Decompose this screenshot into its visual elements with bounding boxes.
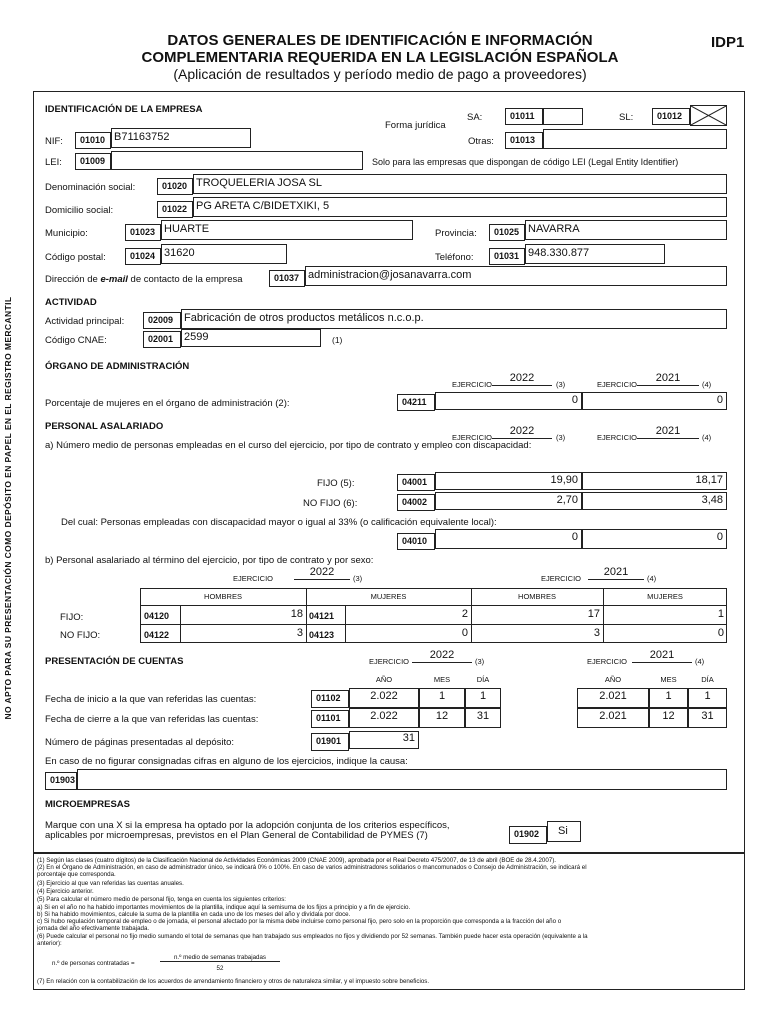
denominacion-label: Denominación social: <box>45 182 136 193</box>
email-code: 01037 <box>269 270 305 287</box>
form-subtitle: (Aplicación de resultados y período medio de pago a proveedores) <box>173 66 587 82</box>
otras-code: 01013 <box>505 132 543 149</box>
cierre-dia-1: 31 <box>476 710 490 722</box>
code-04121: 04121 <box>309 611 335 621</box>
sl-code: 01012 <box>652 108 690 125</box>
causa-label: En caso de no figurar consignadas cifras en alguno de los ejercicios, indique la causa: <box>45 756 408 767</box>
inicio-anio-1: 2.022 <box>370 690 398 702</box>
sa-code: 01011 <box>505 108 543 125</box>
inicio-code: 01102 <box>311 690 349 708</box>
formula-numerator: n.º medio de semanas trabajadas <box>160 954 280 962</box>
lei-note: Solo para las empresas que dispongan de código LEI (Legal Entity Identifier) <box>372 157 679 167</box>
email-label-post: de contacto de la empresa <box>127 274 243 285</box>
formula-denominator: 52 <box>216 965 224 972</box>
form-title <box>100 32 660 82</box>
micro-value: Si <box>558 825 568 837</box>
nofijo-label: NO FIJO (6): <box>303 498 358 509</box>
telefono-value: 948.330.877 <box>528 247 590 259</box>
organo-year1: 2022 <box>509 372 535 384</box>
personal-a-label: a) Número medio de personas empleadas en el curso del ejercicio, por tipo de contrato y empleo con discapacidad: <box>45 440 532 451</box>
causa-field[interactable] <box>77 769 727 790</box>
personal-note1: (3) <box>556 433 566 442</box>
nofijo-hombres-1[interactable]: 3 <box>296 627 303 639</box>
organo-heading: ÓRGANO DE ADMINISTRACIÓN <box>45 361 190 372</box>
denominacion-code: 01020 <box>157 178 193 195</box>
cierre-dia-2: 31 <box>701 710 714 722</box>
fijo-val1: 19,90 <box>550 474 578 486</box>
nofijo-mujeres-2[interactable]: 0 <box>717 627 724 639</box>
provincia-label: Provincia: <box>435 228 477 239</box>
cuentas-heading: PRESENTACIÓN DE CUENTAS <box>45 656 184 667</box>
actividad-heading: ACTIVIDAD <box>45 297 97 308</box>
porcentaje-val2: 0 <box>716 394 723 406</box>
code-04120: 04120 <box>144 611 170 621</box>
paginas-value: 31 <box>402 732 415 744</box>
cierre-anio-2: 2.021 <box>599 710 627 722</box>
inicio-dia-2: 1 <box>704 690 711 702</box>
cierre-label: Fecha de cierre a la que van referidas las cuentas: <box>45 714 259 725</box>
cuentas-ejercicio-label-2: EJERCICIO <box>587 657 628 666</box>
discapacidad-val2: 0 <box>716 531 723 543</box>
title-line-2: COMPLEMENTARIA REQUERIDA EN LA LEGISLACIÓN ESPAÑOLA <box>141 49 619 66</box>
cierre-anio-1: 2.022 <box>370 710 398 722</box>
footnote-7: (7) En relación con la contabilización de los acuerdos de arrendamiento financiero y otros de naturaleza similar, y el impuesto sobre beneficios. <box>37 978 430 985</box>
table-divider-h1 <box>140 605 727 606</box>
nofijo-b-label: NO FIJO: <box>60 630 101 641</box>
hombres-header-2: HOMBRES <box>518 592 556 601</box>
cp-code: 01024 <box>125 248 161 265</box>
footnote: (1) Según las clases (cuatro dígitos) de la Clasificación Nacional de Actividades Económicas 2009 (CNAE 2009), aprobada por el Real Decreto 475/2007, de 13 de abril (BOE de 28.4.2007). <box>37 857 557 864</box>
porcentaje-val1: 0 <box>571 394 578 406</box>
footnote: jornada del año efectivamente trabajada. <box>37 925 150 932</box>
discapacidad-label: Del cual: Personas empleadas con discapacidad mayor o igual al 33% (o calificación equivalente local): <box>61 517 497 528</box>
inicio-dia-1: 1 <box>479 690 487 702</box>
paginas-code: 01901 <box>311 733 349 751</box>
mes-header-2: MES <box>660 675 677 684</box>
domicilio-value: PG ARETA C/BIDETXIKI, 5 <box>196 200 330 212</box>
cnae-code: 02001 <box>143 331 181 348</box>
footnote: b) Si ha habido movimientos, calcule la suma de la plantilla en cada uno de los meses del año y divídala por doce. <box>37 911 351 918</box>
municipio-label: Municipio: <box>45 228 88 239</box>
side-warning-text: NO APTO PARA SU PRESENTACIÓN COMO DEPÓSITO EN PAPEL EN EL REGISTRO MERCANTIL <box>3 296 13 720</box>
micro-text-1: Marque con una X si la empresa ha optado por la adopción conjunta de los criterios específicos, <box>45 820 450 831</box>
footnote: (2) En el Órgano de Administración, en caso de administrador único, se indicará 0% o 100%. En caso de varios administradores solidarios o mancomunados o Consejo de Administración, se indicará el <box>37 864 587 871</box>
footnote: (6) Puede calcular el personal no fijo medio sumando el total de semanas que han trabajado sus empleados no fijos y dividiendo por 52 semanas. También puede hacer esta operación (equivalente a la <box>37 933 588 940</box>
lei-field[interactable] <box>111 151 363 170</box>
cnae-value: 2599 <box>184 331 209 343</box>
cuentas-note1: (3) <box>475 657 485 666</box>
fijo-code: 04001 <box>397 474 435 491</box>
formula-lhs: n.º de personas contratadas = <box>52 960 135 967</box>
anio-header-1: AÑO <box>375 675 393 684</box>
domicilio-code: 01022 <box>157 201 193 218</box>
mujeres-header-1: MUJERES <box>370 592 407 601</box>
micro-code: 01902 <box>509 826 547 844</box>
personal-b-year1: 2022 <box>309 566 335 578</box>
personal-year2: 2021 <box>655 425 681 437</box>
dia-header-2: DÍA <box>701 675 714 684</box>
provincia-code: 01025 <box>489 224 525 241</box>
sa-label: SA: <box>467 112 483 123</box>
email-label-pre: Dirección de <box>45 274 101 285</box>
discapacidad-val1: 0 <box>571 531 578 543</box>
cuentas-year2: 2021 <box>649 649 675 661</box>
email-label-em: e-mail <box>100 274 128 285</box>
provincia-value: NAVARRA <box>528 223 580 235</box>
nif-label: NIF: <box>45 136 63 147</box>
nofijo-val2: 3,48 <box>701 494 723 506</box>
lei-code: 01009 <box>75 153 111 170</box>
dia-header-1: DÍA <box>476 675 490 684</box>
paginas-label: Número de páginas presentadas al depósito: <box>45 737 235 748</box>
personal-b-label: b) Personal asalariado al término del ejercicio, por tipo de contrato y por sexo: <box>45 555 374 566</box>
forma-juridica-label: Forma jurídica <box>385 120 446 131</box>
footnote: c) Si hubo regulación temporal de empleo o de jornada, el personal afectado por la misma debe incluirse como personal fijo, pero solo en la proporción que corresponda a la fracción del año o <box>37 918 562 925</box>
footnote: porcentaje que corresponda. <box>37 871 116 878</box>
organo-note2: (4) <box>702 380 712 389</box>
cuentas-note2: (4) <box>695 657 705 666</box>
nofijo-val1: 2,70 <box>556 494 578 506</box>
personal-heading: PERSONAL ASALARIADO <box>45 421 164 432</box>
sl-label: SL: <box>619 112 634 123</box>
porcentaje-code: 04211 <box>397 394 435 411</box>
title-line-1: DATOS GENERALES DE IDENTIFICACIÓN E INFORMACIÓN <box>167 32 593 49</box>
personal-b-note1: (3) <box>353 574 363 583</box>
organo-year2: 2021 <box>655 372 681 384</box>
inicio-label: Fecha de inicio a la que van referidas las cuentas: <box>45 694 257 705</box>
hombres-header-1: HOMBRES <box>204 592 242 601</box>
fijo-hombres-1[interactable]: 18 <box>290 608 303 620</box>
footnote: anterior): <box>37 940 62 947</box>
code-04123: 04123 <box>309 630 335 640</box>
actividad-principal-code: 02009 <box>143 312 181 329</box>
personal-year1: 2022 <box>509 425 535 437</box>
nofijo-hombres-2[interactable]: 3 <box>593 627 600 639</box>
fijo-mujeres-1[interactable]: 2 <box>461 608 468 620</box>
cnae-label: Código CNAE: <box>45 335 107 346</box>
anio-header-2: AÑO <box>604 675 622 684</box>
denominacion-value: TROQUELERIA JOSA SL <box>196 177 322 189</box>
nif-value: B71163752 <box>114 131 170 143</box>
personal-b-ejercicio-label-2: EJERCICIO <box>541 574 582 583</box>
cuentas-year1: 2022 <box>429 649 455 661</box>
table-divider-h2 <box>140 624 727 625</box>
sa-checkbox[interactable] <box>543 108 583 125</box>
personal-ejercicio-label-2: EJERCICIO <box>597 433 638 442</box>
inicio-mes-2: 1 <box>665 690 672 702</box>
email-label <box>45 274 243 285</box>
personal-b-year2: 2021 <box>603 566 629 578</box>
mujeres-header-2: MUJERES <box>647 592 683 601</box>
cierre-mes-1: 12 <box>435 710 449 722</box>
footnote: a) Si en el año no ha habido importantes movimientos de la plantilla, indique aquí la semisuma de los fijos a principio y a fin de ejercicio. <box>37 904 411 911</box>
identificacion-heading: IDENTIFICACIÓN DE LA EMPRESA <box>45 104 203 115</box>
cp-label: Código postal: <box>45 252 106 263</box>
organo-ejercicio-label-2: EJERCICIO <box>597 380 638 389</box>
actividad-principal-label: Actividad principal: <box>45 316 125 327</box>
personal-note2: (4) <box>702 433 712 442</box>
x-mark-icon <box>691 106 726 125</box>
footnote: (3) Ejercicio al que van referidas las cuentas anuales. <box>37 880 184 887</box>
otras-label: Otras: <box>468 136 494 147</box>
footnote: (5) Para calcular el número medio de personal fijo, tenga en cuenta los siguientes criterios: <box>37 896 287 903</box>
inicio-mes-1: 1 <box>438 690 446 702</box>
cnae-note: (1) <box>332 335 343 345</box>
fijo-val2: 18,17 <box>695 474 723 486</box>
fijo-hombres-2[interactable]: 17 <box>587 608 600 620</box>
organo-ejercicio-label-1: EJERCICIO <box>452 380 493 389</box>
micro-heading: MICROEMPRESAS <box>45 799 130 810</box>
organo-note1: (3) <box>556 380 566 389</box>
code-04122: 04122 <box>144 630 170 640</box>
fijo-label: FIJO (5): <box>317 478 355 489</box>
otras-field[interactable] <box>543 129 727 149</box>
municipio-value: HUARTE <box>164 223 210 235</box>
discapacidad-code: 04010 <box>397 533 435 550</box>
mes-header-1: MES <box>433 675 451 684</box>
porcentaje-label: Porcentaje de mujeres en el órgano de administración (2): <box>45 398 290 409</box>
lei-label: LEI: <box>45 157 62 168</box>
telefono-code: 01031 <box>489 248 525 265</box>
causa-code: 01903 <box>45 772 77 790</box>
personal-b-ejercicio-label-1: EJERCICIO <box>233 574 274 583</box>
actividad-principal-value: Fabricación de otros productos metálicos n.c.o.p. <box>184 312 424 324</box>
personal-ejercicio-label-1: EJERCICIO <box>452 433 493 442</box>
fijo-mujeres-2[interactable]: 1 <box>717 608 724 620</box>
telefono-label: Teléfono: <box>435 252 474 263</box>
cp-value: 31620 <box>164 247 195 259</box>
inicio-anio-2: 2.021 <box>599 690 627 702</box>
email-value: administracion@josanavarra.com <box>308 269 472 281</box>
nofijo-mujeres-1[interactable]: 0 <box>461 627 468 639</box>
fijo-b-label: FIJO: <box>60 612 84 623</box>
form-code: IDP1 <box>711 34 745 51</box>
sl-checkbox[interactable] <box>690 105 727 126</box>
municipio-code: 01023 <box>125 224 161 241</box>
nif-code: 01010 <box>75 132 111 149</box>
micro-text-2: aplicables por microempresas, previstos en el Plan General de Contabilidad de PYMES (7) <box>45 830 428 841</box>
nofijo-code: 04002 <box>397 494 435 511</box>
cuentas-ejercicio-label-1: EJERCICIO <box>369 657 410 666</box>
domicilio-label: Domicilio social: <box>45 205 114 216</box>
cierre-code: 01101 <box>311 710 349 728</box>
personal-b-note2: (4) <box>647 574 657 583</box>
footnote: (4) Ejercicio anterior. <box>37 888 94 895</box>
cierre-mes-2: 12 <box>662 710 675 722</box>
